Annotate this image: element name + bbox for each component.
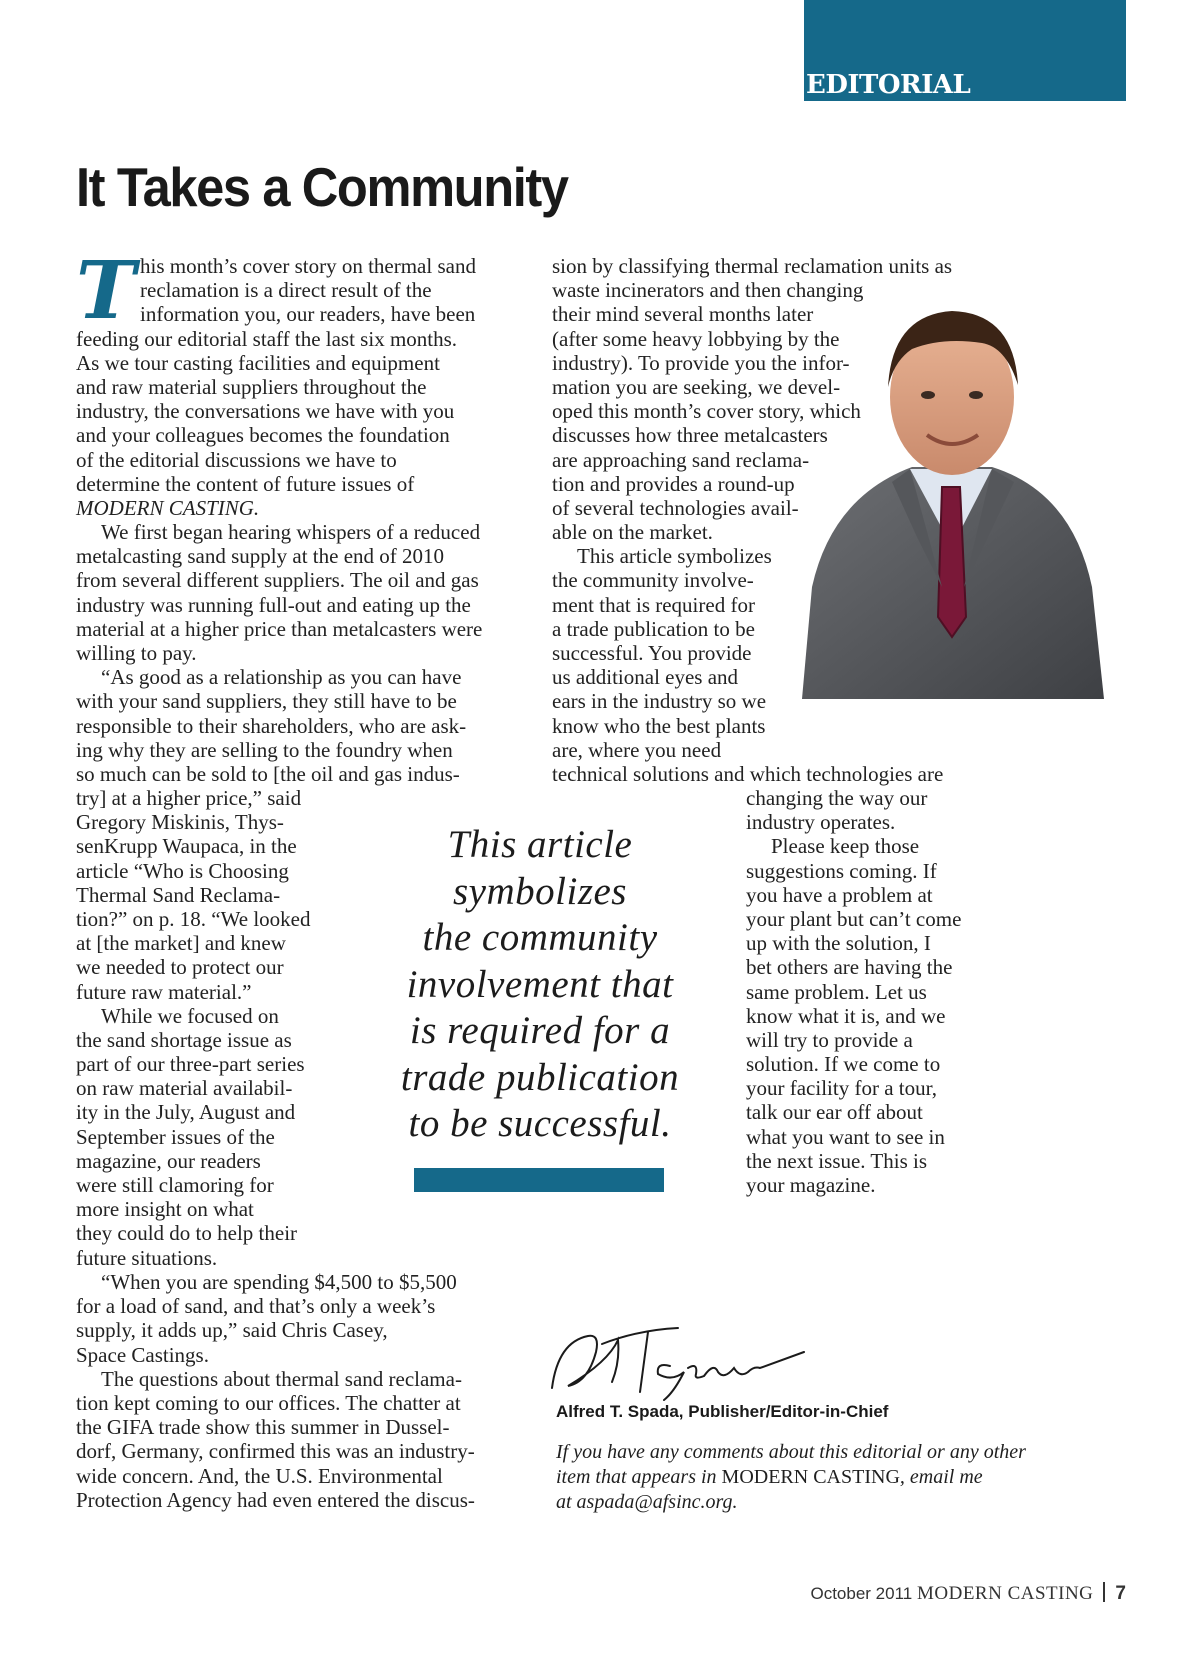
column-1-top [76, 254, 482, 786]
text-line: are, where you need [552, 737, 722, 762]
text-line: tion and provides a round-up [552, 471, 795, 496]
text-line: industry operates. [746, 810, 896, 835]
text-line: a trade publication to be [552, 616, 755, 641]
text-line: waste incinerators and then changing [552, 278, 864, 303]
text-line: tion kept coming to our offices. The chatter at [76, 1390, 461, 1415]
text-line: mation you are seeking, we devel- [552, 374, 841, 399]
text-line: we needed to protect our [76, 955, 284, 980]
pull-quote-line: This article [447, 823, 633, 866]
contact-text: item that appears in [556, 1466, 717, 1488]
text-line: bet others are having the [746, 955, 953, 980]
text-line: supply, it adds up,” said Chris Casey, [76, 1318, 388, 1343]
section-label: EDITORIAL [806, 70, 971, 100]
text-line: discusses how three metalcasters [552, 423, 828, 448]
text-line: Please keep those [771, 834, 920, 859]
contact-note [556, 1440, 1026, 1515]
text-line: Protection Agency had even entered the discus- [76, 1487, 475, 1512]
page-footer [810, 1582, 1126, 1605]
text-line: up with the solution, I [746, 931, 931, 956]
text-line: sion by classifying thermal reclamation units as [552, 254, 953, 278]
text-line: wide concern. And, the U.S. Environmental [76, 1463, 443, 1488]
signature-name: Alfred T. Spada, Publisher/Editor-in-Chief [556, 1402, 889, 1421]
text-line: magazine, our readers [76, 1148, 261, 1173]
text-line: industry was running full-out and eating up the [76, 592, 471, 617]
text-line: his month’s cover story on thermal sand [140, 254, 476, 278]
magazine-name: MODERN CASTING [721, 1466, 900, 1488]
text-line: part of our three-part series [76, 1052, 305, 1077]
text-line: more insight on what [76, 1197, 254, 1222]
text-line: the community involve- [552, 568, 754, 593]
text-line: they could do to help their [76, 1221, 298, 1246]
text-line: industry). To provide you the infor- [552, 350, 850, 375]
text-line: Space Castings. [76, 1342, 209, 1367]
text-line: for a load of sand, and that’s only a week’s [76, 1294, 436, 1319]
text-line: industry, the conversations we have with you [76, 399, 455, 424]
text-line: willing to pay. [76, 641, 197, 665]
text-line: are approaching sand reclama- [552, 447, 810, 472]
text-line: on raw material availabil- [76, 1076, 293, 1101]
text-line: the next issue. This is [746, 1148, 928, 1173]
text-line: determine the content of future issues of [76, 471, 415, 496]
text-line: ity in the July, August and [76, 1100, 296, 1125]
footer-magazine: MODERN CASTING [916, 1583, 1094, 1604]
text-line: successful. You provide [552, 641, 752, 665]
text-line: technical solutions and which technologies are [552, 761, 944, 786]
text-line: so much can be sold to [the oil and gas indus- [76, 761, 460, 786]
text-line: know who the best plants [552, 713, 766, 738]
text-line: and your colleagues becomes the foundation [76, 423, 450, 448]
text-line: The questions about thermal sand reclama- [101, 1366, 462, 1391]
contact-line: If you have any comments about this editorial or any other [556, 1441, 1026, 1463]
text-line: Thermal Sand Reclama- [76, 882, 281, 907]
text-line: us additional eyes and [552, 665, 739, 690]
text-line: their mind several months later [552, 302, 814, 327]
text-line: feeding our editorial staff the last six months. [76, 326, 458, 351]
text-line: September issues of the [76, 1124, 275, 1149]
text-line: and raw material suppliers throughout the [76, 374, 427, 399]
text-line: oped this month’s cover story, which [552, 399, 861, 424]
footer-divider [1103, 1582, 1105, 1602]
pull-quote [380, 822, 700, 1148]
text-line: ment that is required for [552, 592, 755, 617]
text-line: solution. If we come to [746, 1052, 941, 1077]
text-line: future situations. [76, 1245, 218, 1270]
column-3-narrow [746, 786, 961, 1197]
text-line: As we tour casting facilities and equipment [76, 350, 440, 375]
text-line: the GIFA trade show this summer in Dussel- [76, 1415, 450, 1440]
pull-quote-line: involvement that [406, 962, 674, 1006]
text-line: (after some heavy lobbying by the [552, 326, 840, 351]
text-line: able on the market. [552, 520, 713, 545]
text-line: your magazine. [746, 1173, 876, 1197]
text-line: dorf, Germany, confirmed this was an industry- [76, 1439, 475, 1464]
text-line: were still clamoring for [76, 1173, 274, 1197]
text-line: We first began hearing whispers of a reduced [101, 520, 481, 545]
text-line: responsible to their shareholders, who are ask- [76, 713, 467, 738]
text-line: your facility for a tour, [746, 1076, 938, 1101]
contact-text: , email me [899, 1466, 983, 1488]
pull-quote-line: to be successful. [408, 1102, 672, 1145]
text-line: metalcasting sand supply at the end of 2010 [76, 544, 445, 569]
text-line: tion?” on p. 18. “We looked [76, 906, 311, 931]
text-line: the sand shortage issue as [76, 1027, 292, 1052]
text-line: changing the way our [746, 786, 928, 810]
text-line: Gregory Miskinis, Thys- [76, 810, 284, 835]
text-line: ears in the industry so we [552, 689, 767, 714]
text-line: of several technologies avail- [552, 495, 799, 520]
footer-date: October 2011 [810, 1584, 913, 1603]
text-line: same problem. Let us [746, 979, 927, 1004]
text-line: you have a problem at [746, 882, 933, 907]
pull-quote-line: trade publication [400, 1055, 680, 1099]
text-line: your plant but can’t come [746, 906, 962, 931]
text-line: try] at a higher price,” said [76, 786, 302, 810]
pull-quote-line: symbolizes [453, 869, 627, 913]
column-1-bottom [76, 1270, 475, 1512]
text-line: at [the market] and knew [76, 931, 286, 956]
text-line: talk our ear off about [746, 1100, 923, 1125]
contact-email[interactable]: at aspada@afsinc.org. [556, 1491, 738, 1513]
text-line: will try to provide a [746, 1027, 913, 1052]
text-line: article “Who is Choosing [76, 858, 289, 883]
pull-quote-bar [414, 1168, 664, 1192]
text-line: “As good as a relationship as you can have [101, 665, 462, 690]
text-line: of the editorial discussions we have to [76, 447, 397, 472]
text-line: know what it is, and we [746, 1003, 946, 1028]
text-line: information you, our readers, have been [140, 302, 476, 327]
text-line: While we focused on [101, 1003, 279, 1028]
pull-quote-line: is required for a [409, 1009, 671, 1052]
text-line: from several different suppliers. The oil and gas [76, 568, 479, 593]
text-line: reclamation is a direct result of the [140, 278, 432, 303]
text-line: senKrupp Waupaca, in the [76, 834, 297, 859]
headline: It Takes a Community [76, 156, 568, 218]
text-line: “When you are spending $4,500 to $5,500 [101, 1270, 457, 1294]
text-line: suggestions coming. If [746, 858, 937, 883]
drop-cap: T [76, 243, 136, 337]
text-line: ing why they are selling to the foundry when [76, 737, 453, 762]
column-1-narrow [76, 786, 311, 1270]
text-line: material at a higher price than metalcasters were [76, 616, 483, 641]
text-line: future raw material.” [76, 979, 252, 1004]
text-line: with your sand suppliers, they still have to be [76, 689, 457, 714]
editor-portrait [792, 287, 1108, 699]
text-line: MODERN CASTING. [76, 495, 260, 520]
pull-quote-line: the community [422, 916, 658, 959]
text-line: what you want to see in [746, 1124, 945, 1149]
handwritten-signature [548, 1322, 808, 1402]
contact-line [556, 1465, 1026, 1490]
page-number: 7 [1115, 1583, 1126, 1604]
text-line: This article symbolizes [577, 544, 772, 569]
